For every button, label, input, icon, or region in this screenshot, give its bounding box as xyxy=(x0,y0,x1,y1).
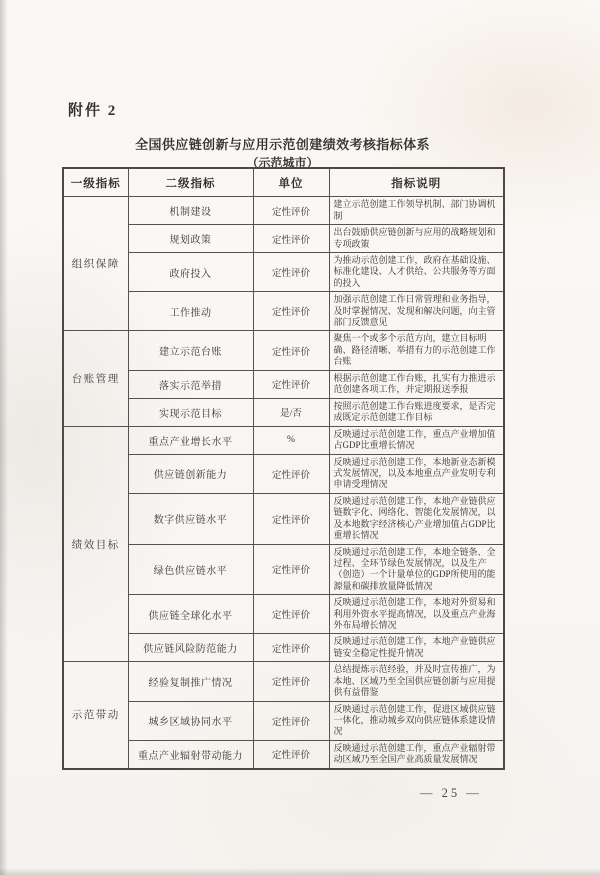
level2-indicator-cell: 绿色供应链水平 xyxy=(128,544,253,595)
description-cell: 反映通过示范创建工作，重点产业增加值占GDP比重增长情况 xyxy=(329,426,504,454)
title-block xyxy=(62,134,503,171)
table-row xyxy=(63,662,504,701)
table-row xyxy=(63,493,504,544)
description-cell: 按照示范创建工作台账进度要求，是否完成既定示范创建工作目标 xyxy=(329,398,504,426)
level1-indicator-cell: 示范带动 xyxy=(63,662,128,769)
level1-indicator-cell: 绩效目标 xyxy=(63,426,128,662)
table-row xyxy=(63,426,504,454)
level2-indicator-cell: 建立示范台账 xyxy=(128,331,253,370)
unit-cell: 定性评价 xyxy=(253,331,329,370)
description-cell: 反映通过示范创建工作，本地产业链供应链数字化、网络化、智能化发展情况，以及本地数字经济核心产业增加值占GDP比重增长情况 xyxy=(329,493,504,544)
document-subtitle: （示范城市） xyxy=(246,156,319,170)
level1-indicator-cell: 组织保障 xyxy=(63,197,128,331)
level2-indicator-cell: 重点产业增长水平 xyxy=(128,426,253,454)
table-row xyxy=(63,225,504,253)
table-row xyxy=(63,544,504,595)
table-row xyxy=(63,331,504,370)
level2-indicator-cell: 工作推动 xyxy=(128,292,253,331)
attachment-label: 附件 2 xyxy=(68,103,118,119)
description-cell: 总结提炼示范经验，并及时宣传推广，为本地、区域乃至全国供应链创新与应用提供有益借鉴 xyxy=(329,662,504,701)
level2-indicator-cell: 机制建设 xyxy=(128,197,253,225)
header-description: 指标说明 xyxy=(329,168,504,197)
level2-indicator-cell: 落实示范举措 xyxy=(128,370,253,398)
table-row xyxy=(63,398,504,426)
unit-cell: % xyxy=(253,426,329,454)
unit-cell: 定性评价 xyxy=(253,595,329,634)
table-row xyxy=(63,197,504,225)
description-cell: 反映通过示范创建工作，促进区域供应链一体化，推动城乡双向供应链体系建设情况 xyxy=(329,701,504,740)
level2-indicator-cell: 政府投入 xyxy=(128,253,253,292)
table-row xyxy=(63,292,504,331)
description-cell: 反映通过示范创建工作，重点产业辐射带动区域乃至全国产业高质量发展情况 xyxy=(329,740,504,768)
table-row xyxy=(63,634,504,662)
unit-cell: 定性评价 xyxy=(253,544,329,595)
table-row xyxy=(63,595,504,634)
description-cell: 出台鼓励供应链创新与应用的战略规划和专项政策 xyxy=(329,225,504,253)
unit-cell: 定性评价 xyxy=(253,253,329,292)
header-unit: 单位 xyxy=(253,168,329,197)
description-cell: 反映通过示范创建工作，本地全链条、全过程、全环节绿色发展情况，以及生产（创造）一个计量单位的GDP所使用的能源量和碳排放量降低情况 xyxy=(329,544,504,595)
unit-cell: 定性评价 xyxy=(253,225,329,253)
description-cell: 建立示范创建工作领导机制、部门协调机制 xyxy=(329,197,504,225)
description-cell: 反映通过示范创建工作，本地新业态新模式发展情况，以及本地重点产业发明专利申请受理情况 xyxy=(329,454,504,493)
description-cell: 聚焦一个或多个示范方向，建立目标明确、路径清晰、举措有力的示范创建工作台账 xyxy=(329,331,504,370)
indicator-table xyxy=(62,167,505,770)
table-row xyxy=(63,740,504,768)
level1-indicator-cell: 台账管理 xyxy=(63,331,128,426)
description-cell: 反映通过示范创建工作，本地对外贸易和利用外资水平提高情况，以及重点产业海外布局增长情况 xyxy=(329,595,504,634)
level2-indicator-cell: 供应链创新能力 xyxy=(128,454,253,493)
header-level1-indicator: 一级指标 xyxy=(63,168,128,197)
level2-indicator-cell: 经验复制推广情况 xyxy=(128,662,253,701)
unit-cell: 定性评价 xyxy=(253,370,329,398)
level2-indicator-cell: 供应链风险防范能力 xyxy=(128,634,253,662)
scan-edge-shadow-bottom xyxy=(0,868,600,875)
level2-indicator-cell: 数字供应链水平 xyxy=(128,493,253,544)
level2-indicator-cell: 重点产业辐射带动能力 xyxy=(128,740,253,768)
level2-indicator-cell: 实现示范目标 xyxy=(128,398,253,426)
unit-cell: 定性评价 xyxy=(253,662,329,701)
unit-cell: 定性评价 xyxy=(253,197,329,225)
unit-cell: 定性评价 xyxy=(253,493,329,544)
table-row xyxy=(63,454,504,493)
level2-indicator-cell: 城乡区域协同水平 xyxy=(128,701,253,740)
unit-cell: 是/否 xyxy=(253,398,329,426)
header-level2-indicator: 二级指标 xyxy=(128,168,253,197)
table-header-row xyxy=(63,168,504,197)
unit-cell: 定性评价 xyxy=(253,292,329,331)
description-cell: 反映通过示范创建工作，本地产业链供应链安全稳定性提升情况 xyxy=(329,634,504,662)
table-row xyxy=(63,701,504,740)
description-cell: 根据示范创建工作台账，扎实有力推进示范创建各项工作，并定期报送季报 xyxy=(329,370,504,398)
description-cell: 为推动示范创建工作，政府在基础设施、标准化建设、人才供给、公共服务等方面的投入 xyxy=(329,253,504,292)
document-title: 全国供应链创新与应用示范创建绩效考核指标体系 xyxy=(135,137,430,152)
unit-cell: 定性评价 xyxy=(253,634,329,662)
table-row xyxy=(63,370,504,398)
description-cell: 加强示范创建工作日常管理和业务指导，及时掌握情况、发现和解决问题，向主管部门反馈意见 xyxy=(329,292,504,331)
unit-cell: 定性评价 xyxy=(253,701,329,740)
unit-cell: 定性评价 xyxy=(253,740,329,768)
level2-indicator-cell: 规划政策 xyxy=(128,225,253,253)
scan-edge-shadow-left xyxy=(0,0,8,875)
table-row xyxy=(63,253,504,292)
page-number: — 25 — xyxy=(420,786,482,800)
level2-indicator-cell: 供应链全球化水平 xyxy=(128,595,253,634)
unit-cell: 定性评价 xyxy=(253,454,329,493)
indicator-table-body xyxy=(63,197,504,769)
